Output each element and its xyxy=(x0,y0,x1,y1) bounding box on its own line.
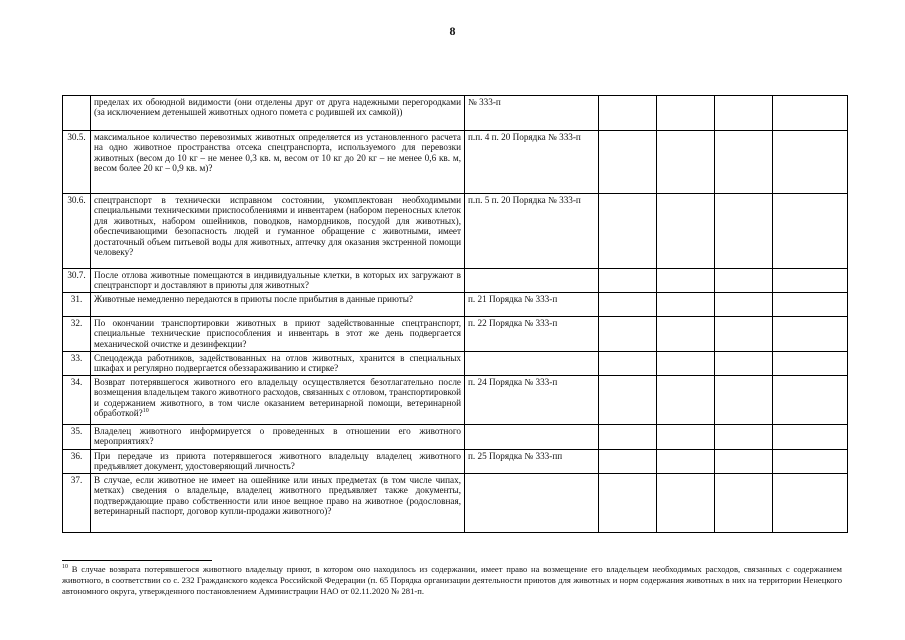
answer-cell-yes[interactable] xyxy=(599,269,657,293)
note-cell[interactable] xyxy=(773,317,848,352)
row-question: Владелец животного информируется о проведенных в отношении его животного мероприятиях? xyxy=(91,425,465,450)
table-row xyxy=(63,425,848,450)
row-number: 30.6. xyxy=(63,194,91,269)
row-reference xyxy=(465,352,599,376)
row-question: спецтранспорт в технически исправном состоянии, укомплектован необходимыми специальными техническими приспособлениями и инвентарем (набором переносных клеток для животных, набором ошейников, поводков, намордников, посудой для животных), обеспечивающими безопасность людей и гуманное обращение с животными, имеет достаточный объем питьевой воды для животных, аптечку для оказания экстренной помощи человеку? xyxy=(91,194,465,269)
answer-cell-no[interactable] xyxy=(657,376,715,425)
row-number xyxy=(63,96,91,131)
answer-cell-yes[interactable] xyxy=(599,376,657,425)
row-number: 33. xyxy=(63,352,91,376)
answer-cell-yes[interactable] xyxy=(599,474,657,533)
row-number: 37. xyxy=(63,474,91,533)
row-reference: п.п. 5 п. 20 Порядка № 333-п xyxy=(465,194,599,269)
note-cell[interactable] xyxy=(773,425,848,450)
table-row xyxy=(63,376,848,425)
row-question-text: Возврат потерявшегося животного его владельцу осуществляется безотлагательно после возмещения владельцем такого животного расходов, связанных с отловом, транспортировкой и содержанием животного, в том числе оказанием ветеринарной помощи, ветеринарной обработкой? xyxy=(94,377,461,419)
table-row xyxy=(63,194,848,269)
row-number: 32. xyxy=(63,317,91,352)
row-question: максимальное количество перевозимых животных определяется из установленного расчета на одно животное пространства отсека спецтранспорта, используемого для перевозки животных (весом до 10 кг – не менее 0,3 кв. м, весом от 10 кг до 20 кг – не менее 0,6 кв. м, весом более 20 кг – 0,9 кв. м)? xyxy=(91,131,465,194)
answer-cell-yes[interactable] xyxy=(599,96,657,131)
footnote-text: В случае возврата потерявшегося животного владельцу приют, в котором оно находилось из содержании, имеет право на возмещение его владельцем необходимых расходов, связанных с содержанием животного, в соответствии со с. 232 Гражданского кодекса Российской Федерации (п. 65 Порядка организации деятельности приютов для животных и норм содержания животных в них на территории Ненецкого автономного округа, утвержденного постановлением Администрации НАО от 02.11.2020 № 281-п. xyxy=(62,564,842,596)
row-reference xyxy=(465,425,599,450)
answer-cell-na[interactable] xyxy=(715,352,773,376)
answer-cell-na[interactable] xyxy=(715,269,773,293)
answer-cell-na[interactable] xyxy=(715,194,773,269)
row-reference xyxy=(465,269,599,293)
answer-cell-no[interactable] xyxy=(657,96,715,131)
answer-cell-na[interactable] xyxy=(715,293,773,317)
note-cell[interactable] xyxy=(773,269,848,293)
row-question: После отлова животные помещаются в индивидуальные клетки, в которых их загружают в спецтранспорт и доставляют в приюты для животных? xyxy=(91,269,465,293)
footnote-marker: 10 xyxy=(62,564,68,571)
table-row xyxy=(63,474,848,533)
row-number: 30.7. xyxy=(63,269,91,293)
row-reference: № 333-п xyxy=(465,96,599,131)
footnote-divider xyxy=(62,560,212,561)
row-reference: п. 21 Порядка № 333-п xyxy=(465,293,599,317)
row-reference xyxy=(465,474,599,533)
answer-cell-no[interactable] xyxy=(657,352,715,376)
table-row xyxy=(63,96,848,131)
note-cell[interactable] xyxy=(773,194,848,269)
note-cell[interactable] xyxy=(773,376,848,425)
row-question xyxy=(91,376,465,425)
row-reference: п. 25 Порядка № 333-пп xyxy=(465,450,599,474)
answer-cell-na[interactable] xyxy=(715,425,773,450)
note-cell[interactable] xyxy=(773,474,848,533)
row-number: 34. xyxy=(63,376,91,425)
row-question: В случае, если животное не имеет на ошейнике или иных предметах (в том числе чипах, метках) сведения о владельце, владелец животного предъявляет также документы, подтверждающие право собственности или иное вещное право на животное (родословная, ветеринарный паспорт, договор купли-продажи животного)? xyxy=(91,474,465,533)
footnote-ref: 10 xyxy=(142,408,149,415)
row-number: 31. xyxy=(63,293,91,317)
checklist-table xyxy=(62,95,848,533)
note-cell[interactable] xyxy=(773,293,848,317)
answer-cell-na[interactable] xyxy=(715,376,773,425)
table-row xyxy=(63,269,848,293)
answer-cell-no[interactable] xyxy=(657,269,715,293)
footnote xyxy=(62,564,842,597)
row-question: пределах их обоюдной видимости (они отделены друг от друга надежными перегородками (за исключением детенышей животных одного помета с родившей их самкой)) xyxy=(91,96,465,131)
row-number: 30.5. xyxy=(63,131,91,194)
answer-cell-yes[interactable] xyxy=(599,194,657,269)
answer-cell-yes[interactable] xyxy=(599,352,657,376)
row-question: Спецодежда работников, задействованных на отлов животных, хранится в специальных шкафах и регулярно подвергается обеззараживанию и стирке? xyxy=(91,352,465,376)
table-row xyxy=(63,293,848,317)
table-row xyxy=(63,317,848,352)
row-question: При передаче из приюта потерявшегося животного владельцу владелец животного предъявляет документ, удостоверяющий личность? xyxy=(91,450,465,474)
answer-cell-yes[interactable] xyxy=(599,425,657,450)
table-row xyxy=(63,352,848,376)
answer-cell-no[interactable] xyxy=(657,194,715,269)
answer-cell-yes[interactable] xyxy=(599,293,657,317)
answer-cell-no[interactable] xyxy=(657,293,715,317)
answer-cell-na[interactable] xyxy=(715,317,773,352)
answer-cell-na[interactable] xyxy=(715,474,773,533)
row-number: 35. xyxy=(63,425,91,450)
row-number: 36. xyxy=(63,450,91,474)
note-cell[interactable] xyxy=(773,96,848,131)
note-cell[interactable] xyxy=(773,131,848,194)
answer-cell-no[interactable] xyxy=(657,425,715,450)
page-number: 8 xyxy=(449,24,456,38)
row-reference: п. 24 Порядка № 333-п xyxy=(465,376,599,425)
answer-cell-na[interactable] xyxy=(715,450,773,474)
row-reference: п.п. 4 п. 20 Порядка № 333-п xyxy=(465,131,599,194)
table-row xyxy=(63,131,848,194)
answer-cell-yes[interactable] xyxy=(599,131,657,194)
answer-cell-no[interactable] xyxy=(657,131,715,194)
row-question: Животные немедленно передаются в приюты после прибытия в данные приюты? xyxy=(91,293,465,317)
row-reference: п. 22 Порядка № 333-п xyxy=(465,317,599,352)
answer-cell-no[interactable] xyxy=(657,317,715,352)
row-question: По окончании транспортировки животных в приют задействованные спецтранспорт, специальные технические приспособления и инвентарь в этот же день подвергается механической очистке и дезинфекции? xyxy=(91,317,465,352)
answer-cell-yes[interactable] xyxy=(599,317,657,352)
answer-cell-yes[interactable] xyxy=(599,450,657,474)
note-cell[interactable] xyxy=(773,450,848,474)
answer-cell-no[interactable] xyxy=(657,450,715,474)
answer-cell-na[interactable] xyxy=(715,96,773,131)
answer-cell-na[interactable] xyxy=(715,131,773,194)
note-cell[interactable] xyxy=(773,352,848,376)
answer-cell-no[interactable] xyxy=(657,474,715,533)
table-row xyxy=(63,450,848,474)
